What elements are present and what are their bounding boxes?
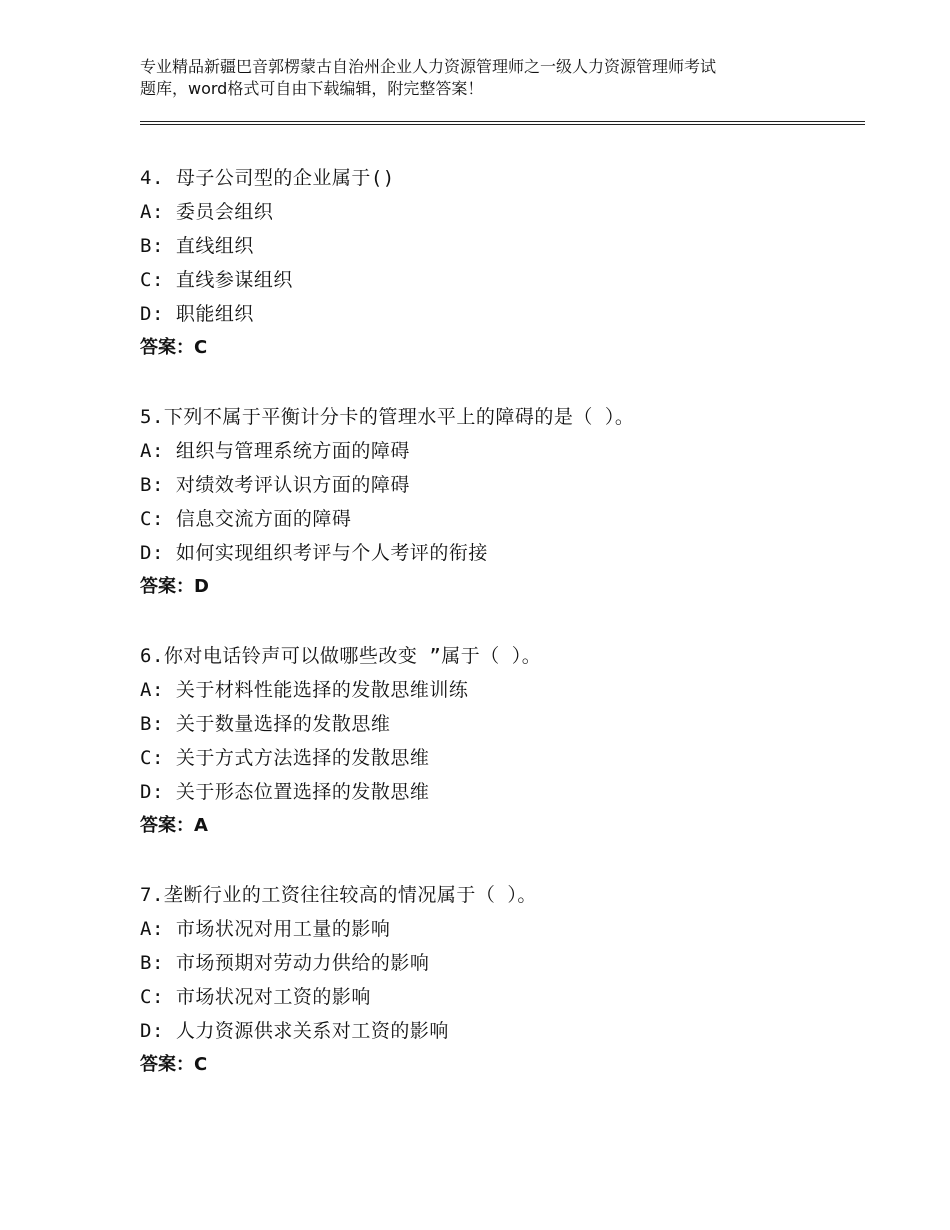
option-a: A: 组织与管理系统方面的障碍 xyxy=(140,440,410,462)
option-d: D: 如何实现组织考评与个人考评的衔接 xyxy=(140,542,488,564)
answer-label: 答案：C xyxy=(140,1054,208,1075)
option-b: B: 关于数量选择的发散思维 xyxy=(140,713,391,735)
option-a: A: 关于材料性能选择的发散思维训练 xyxy=(140,679,469,701)
question-7 xyxy=(140,878,880,1082)
option-d: D: 关于形态位置选择的发散思维 xyxy=(140,781,430,803)
question-stem: 5.下列不属于平衡计分卡的管理水平上的障碍的是（ ）。 xyxy=(140,406,635,428)
option-a: A: 委员会组织 xyxy=(140,201,274,223)
option-b: B: 对绩效考评认识方面的障碍 xyxy=(140,474,410,496)
answer-label: 答案：C xyxy=(140,337,208,358)
option-d: D: 职能组织 xyxy=(140,303,254,325)
option-a: A: 市场状况对用工量的影响 xyxy=(140,918,391,940)
option-c: C: 直线参谋组织 xyxy=(140,269,293,291)
answer-label: 答案：A xyxy=(140,815,208,836)
question-stem: 4. 母子公司型的企业属于() xyxy=(140,167,395,189)
option-c: C: 信息交流方面的障碍 xyxy=(140,508,352,530)
header-divider xyxy=(140,121,865,122)
option-c: C: 市场状况对工资的影响 xyxy=(140,986,371,1008)
answer-label: 答案：D xyxy=(140,576,209,597)
option-b: B: 市场预期对劳动力供给的影响 xyxy=(140,952,430,974)
question-stem: 6.你对电话铃声可以做哪些改变 ”属于（ ）。 xyxy=(140,645,542,667)
option-d: D: 人力资源供求关系对工资的影响 xyxy=(140,1020,449,1042)
document-header xyxy=(140,56,840,100)
question-stem: 7.垄断行业的工资往往较高的情况属于（ ）。 xyxy=(140,884,537,906)
question-5 xyxy=(140,400,880,604)
question-4 xyxy=(140,161,880,365)
header-line-1: 专业精品新疆巴音郭楞蒙古自治州企业人力资源管理师之一级人力资源管理师考试 xyxy=(140,57,717,76)
header-divider-secondary xyxy=(140,124,865,125)
question-6 xyxy=(140,639,880,843)
option-b: B: 直线组织 xyxy=(140,235,254,257)
header-line-2: 题库，word格式可自由下载编辑，附完整答案！ xyxy=(140,79,484,98)
option-c: C: 关于方式方法选择的发散思维 xyxy=(140,747,430,769)
